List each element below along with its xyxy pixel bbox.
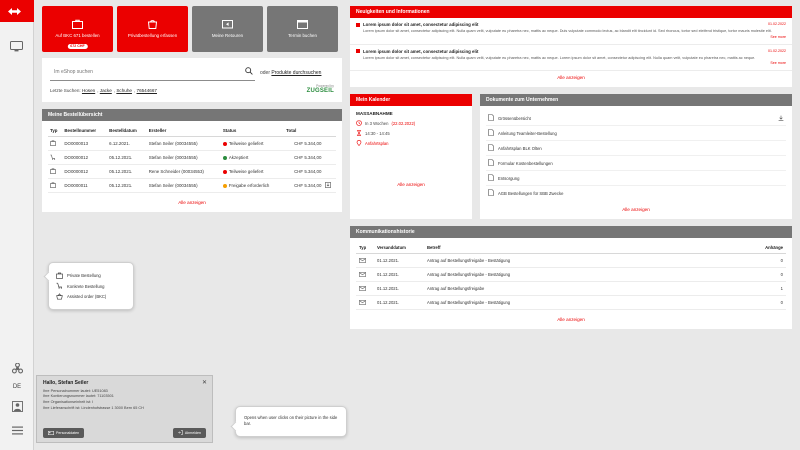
logout-button[interactable] — [173, 428, 206, 438]
document-label: AGB Bestellungen für SBB Zwecke — [498, 190, 564, 196]
col-status: Status — [221, 126, 284, 137]
user-detail-line: Ihre Personalnummer lautet: UE51083 — [43, 388, 108, 393]
mail-icon — [359, 287, 366, 292]
logout-label: Abmelden — [184, 431, 201, 435]
list-item[interactable] — [486, 126, 786, 141]
calendar-event-date: (22.02.2022) — [391, 121, 416, 127]
row-typ-icon — [48, 165, 62, 179]
news-show-all-link[interactable]: Alle anzeigen — [557, 75, 585, 81]
news-card-title: Neuigkeiten und Informationen — [350, 6, 792, 18]
calendar-show-all-link[interactable]: Alle anzeigen — [397, 182, 425, 188]
calendar-time: 14:30 - 14:45 — [365, 131, 390, 137]
sbb-logo-icon — [6, 6, 28, 17]
communication-table — [356, 243, 786, 310]
user-detail-line: Ihre Kontierungsnummer lautet: 71103501 — [43, 394, 114, 399]
col-bestellnummer: Bestellnummer — [62, 126, 107, 137]
legend-row — [56, 272, 126, 280]
col-bestelldatum: Bestelldatum — [107, 126, 147, 137]
col-ersteller: Ersteller — [147, 126, 221, 137]
orders-card-title: Meine Bestellübersicht — [42, 109, 342, 121]
document-label: Formular Kostenbestellungen — [498, 160, 553, 166]
calendar-event-title: MASSABNAHME — [356, 111, 393, 117]
row-datum: 01.12.2021. — [374, 254, 424, 268]
row-typ-icon — [356, 254, 374, 268]
news-headline-text: Lorem ipsum dolor sit amet, consectetur adipiscing elit — [363, 48, 479, 54]
document-label: Entsorgung — [498, 175, 520, 181]
tile-book-appointment[interactable] — [267, 6, 338, 52]
row-nummer: DO0000012 — [62, 165, 107, 179]
row-total: CHF 5.344,00 — [284, 165, 323, 179]
row-betreff: Antrag auf Bestellungsfreigabe - Bestätigung — [424, 268, 752, 282]
hint-text: Opens when user clicks on their picture in the side bar. — [244, 415, 338, 427]
calendar-time-row — [356, 130, 466, 137]
row-ersteller: Stefan Seiler (00034555) — [147, 137, 221, 151]
table-row[interactable] — [356, 268, 786, 282]
row-datum: 05.12.2021. — [107, 179, 147, 193]
list-item[interactable] — [486, 111, 786, 126]
row-anhaenge: 1 — [752, 282, 786, 296]
news-item[interactable] — [350, 45, 792, 72]
user-avatar-icon — [12, 401, 23, 412]
col-versanddatum: Versanddatum — [374, 243, 424, 254]
logout-icon — [178, 430, 183, 436]
download-icon — [325, 184, 331, 189]
tile-label: Termin buchen — [288, 33, 317, 39]
news-see-more-link[interactable]: See more — [770, 34, 786, 39]
sidebar-item-monitor[interactable] — [0, 34, 34, 58]
powered-by-label: Powered by — [316, 84, 334, 88]
list-item[interactable] — [486, 141, 786, 156]
news-card — [350, 6, 792, 87]
row-anhaenge: 0 — [752, 296, 786, 310]
news-headline — [356, 22, 786, 27]
row-typ-icon — [48, 151, 62, 165]
row-datum: 05.12.2021. — [107, 165, 147, 179]
status-dot — [223, 156, 227, 160]
search-bar[interactable] — [50, 65, 255, 81]
news-headline — [356, 49, 786, 54]
row-typ-icon — [48, 179, 62, 193]
document-icon — [488, 159, 494, 167]
last-search-item[interactable]: Schuhe — [116, 88, 132, 93]
row-nummer: DO0000012 — [62, 151, 107, 165]
bag-icon — [147, 19, 158, 31]
status-dot — [223, 184, 227, 188]
table-row[interactable] — [48, 151, 336, 165]
list-item[interactable] — [486, 156, 786, 171]
communication-show-all — [350, 313, 792, 329]
col-betreff: Betreff — [424, 243, 752, 254]
news-item[interactable] — [350, 18, 792, 45]
communication-show-all-link[interactable]: Alle anzeigen — [557, 317, 585, 323]
row-datum: 01.12.2021. — [374, 296, 424, 310]
news-see-more-link[interactable]: See more — [770, 61, 786, 66]
row-anhaenge: 0 — [752, 254, 786, 268]
briefcase-icon — [56, 272, 63, 280]
news-text — [356, 56, 786, 67]
news-bullet-icon — [356, 49, 360, 53]
row-betreff: Antrag auf Bestellungsfreigabe — [424, 282, 752, 296]
sidebar-item-menu[interactable] — [0, 418, 34, 442]
news-text — [356, 29, 786, 40]
communication-header-row — [356, 243, 786, 254]
sidebar-bottom-group — [0, 356, 34, 442]
menu-icon — [12, 426, 23, 435]
user-greeting: Hallo, Stefan Seiler — [43, 380, 89, 386]
hourglass-icon — [356, 130, 362, 137]
orders-card-body — [42, 121, 342, 196]
row-total: CHF 5.344,00 — [284, 151, 323, 165]
row-typ-icon — [356, 296, 374, 310]
sidebar-item-biohazard[interactable] — [0, 356, 34, 380]
calendar-body — [350, 106, 472, 178]
orders-show-all — [42, 196, 342, 212]
mail-icon — [359, 273, 366, 278]
table-row[interactable] — [356, 282, 786, 296]
download-icon[interactable] — [778, 115, 784, 122]
status-dot — [223, 142, 227, 146]
status-label: Teilweise geliefert — [228, 169, 264, 174]
table-row[interactable] — [48, 165, 336, 179]
row-action — [323, 151, 336, 165]
tile-label: Auf BKC 671 bestellen — [55, 33, 100, 39]
document-label: Grössenübersicht — [498, 115, 531, 121]
tile-my-returns[interactable] — [192, 6, 263, 52]
sidebar — [0, 0, 34, 450]
row-typ-icon — [356, 282, 374, 296]
document-label: Anleitung Teamleiter-Bestellung — [498, 130, 557, 136]
tile-label: Privatbestellung erfassen — [127, 33, 178, 39]
row-status — [221, 165, 284, 179]
table-row[interactable] — [48, 179, 336, 193]
search-icon[interactable] — [245, 67, 253, 77]
status-label: Akzeptiert — [228, 155, 249, 160]
news-bullet-icon — [356, 23, 360, 27]
row-typ-icon — [48, 137, 62, 151]
order-type-legend-popover — [48, 262, 134, 310]
row-action — [323, 165, 336, 179]
document-icon — [488, 114, 494, 122]
document-icon — [488, 129, 494, 137]
documents-show-all — [480, 203, 792, 219]
calendar-card-title: Mein Kalender — [350, 94, 472, 106]
news-body: Lorem ipsum dolor sit amet, consectetur adipiscing elit. Nulla quam velit, vulputate eu pharetra nec, mattis ac neque. Lorem ipsum dolor sit amet, consectetur adipiscing elit. Nulla quam velit, vulputate eu pharetra nec, mattis ac neque. — [363, 55, 756, 60]
status-label: Freigabe erforderlich — [228, 183, 270, 188]
sbb-logo[interactable] — [0, 0, 34, 22]
news-date: 01.02.2022 — [768, 22, 786, 26]
list-item[interactable] — [486, 171, 786, 186]
cart-icon — [56, 282, 63, 290]
row-nummer: DO0000011 — [62, 179, 107, 193]
biohazard-icon — [12, 363, 23, 374]
last-searches: Letzte Suchen: Hosen , Jacke , Schuhe , 76544667 — [50, 88, 157, 93]
search-row — [50, 65, 334, 81]
orders-header-row — [48, 126, 336, 137]
briefcase-icon — [50, 170, 56, 175]
communication-card-title: Kommunikationshistorie — [350, 226, 792, 238]
table-row[interactable] — [356, 254, 786, 268]
orders-card — [42, 109, 342, 212]
document-label: Anfahrtsplan BLK Olten — [498, 145, 542, 151]
browse-products-link[interactable]: Produkte durchsuchen — [271, 70, 322, 76]
row-betreff: Antrag auf Bestellungsfreigabe - Bestätigung — [424, 254, 752, 268]
last-search-item[interactable]: Jacke — [99, 88, 112, 93]
row-ersteller: Stefan Seiler (00034555) — [147, 179, 221, 193]
legend-label: Private Bestellung — [67, 273, 101, 278]
calendar-location-row — [356, 140, 466, 147]
communication-body — [350, 238, 792, 313]
document-icon — [488, 174, 494, 182]
row-datum: 05.12.2021. — [107, 151, 147, 165]
row-typ-icon — [356, 268, 374, 282]
orders-show-all-link[interactable]: Alle anzeigen — [178, 200, 206, 205]
col-typ: Typ — [356, 243, 374, 254]
row-status — [221, 179, 284, 193]
user-panel-actions — [43, 428, 206, 438]
return-box-icon — [222, 19, 233, 31]
legend-row — [56, 293, 126, 301]
row-action — [323, 137, 336, 151]
tile-badge: 672 CHF — [67, 44, 87, 49]
documents-card-title: Dokumente zum Unternehmen — [480, 94, 792, 106]
row-status — [221, 137, 284, 151]
row-status — [221, 151, 284, 165]
mail-icon — [359, 259, 366, 264]
calendar-card — [350, 94, 472, 219]
news-body: Lorem ipsum dolor sit amet, consectetur adipiscing elit. Nulla quam velit, vulputate eu pharetra nec, mattis ac neque. Duis vulputate commodo lectus, ac blandit elit tincidunt id. Sed rhoncus, tortor sed eleifend tristique, tortor mauris molestie elit. — [363, 29, 772, 33]
quick-action-tiles — [42, 6, 342, 52]
tile-label: Meine Retouren — [211, 33, 244, 39]
calendar-when-row — [356, 120, 466, 127]
user-detail-line: Ihre Lieferanschrift ist: Lindenhofstrasse 1 3000 Bern 65 CH — [43, 405, 144, 410]
briefcase-icon — [50, 184, 56, 189]
search-input[interactable] — [52, 68, 222, 76]
row-datum: 01.12.2021. — [374, 282, 424, 296]
status-dot — [223, 170, 227, 174]
status-label: Teilweise geliefert — [228, 141, 264, 146]
calendar-location-link[interactable]: Anfahrtsplan — [365, 141, 389, 147]
calendar-show-all — [350, 178, 472, 194]
row-anhaenge: 0 — [752, 268, 786, 282]
tile-private-order[interactable] — [117, 6, 188, 52]
row-total: CHF 5.344,00 — [284, 137, 323, 151]
zugseil-brand: ZUGSEIL — [306, 88, 334, 94]
row-nummer: DO0000013 — [62, 137, 107, 151]
clock-icon — [356, 120, 362, 127]
sidebar-item-language[interactable]: DE — [12, 384, 22, 390]
cart-icon — [50, 156, 56, 161]
news-date: 01.02.2022 — [768, 48, 786, 53]
briefcase-icon — [72, 19, 83, 31]
cal-docs-row — [350, 94, 792, 226]
last-search-item[interactable]: 76544667 — [136, 88, 157, 93]
legend-label: Assisted order (BKC) — [67, 294, 107, 299]
legend-label: Konkrete Bestellung — [67, 283, 105, 289]
row-action-download[interactable] — [323, 179, 336, 193]
col-action — [323, 126, 336, 137]
sidebar-item-user-avatar[interactable] — [0, 394, 34, 418]
search-block — [42, 58, 342, 102]
documents-body — [480, 106, 792, 203]
document-icon — [488, 144, 494, 152]
mail-icon — [359, 301, 366, 306]
col-anhaenge: Anhänge — [752, 243, 786, 254]
pin-icon — [356, 140, 362, 147]
table-row[interactable] — [356, 296, 786, 310]
personal-data-button[interactable] — [43, 428, 84, 438]
search-or-text — [260, 70, 321, 76]
calendar-in-days: In 3 Wochen — [365, 121, 389, 127]
documents-card — [480, 94, 792, 219]
hint-popover — [235, 406, 347, 437]
news-show-all — [350, 71, 792, 87]
last-searches-label: Letzte Suchen: — [50, 88, 81, 93]
personal-data-label: Personaldaten — [56, 431, 80, 435]
legend-row — [56, 282, 126, 290]
news-headline-text: Lorem ipsum dolor sit amet, consectetur adipiscing elit — [363, 22, 479, 27]
basket-icon — [56, 293, 63, 301]
table-row[interactable] — [48, 137, 336, 151]
user-card-icon — [48, 431, 54, 436]
row-total: CHF 5.344,00 — [284, 179, 323, 193]
right-column — [350, 6, 792, 450]
calendar-icon — [297, 19, 308, 31]
col-total: Total — [284, 126, 323, 137]
row-datum: 6.12.2021. — [107, 137, 147, 151]
orders-table — [48, 126, 336, 193]
close-icon[interactable]: ✕ — [201, 380, 207, 386]
or-label: oder — [260, 70, 271, 76]
documents-show-all-link[interactable]: Alle anzeigen — [622, 207, 650, 213]
row-betreff: Antrag auf Bestellungsfreigabe - Bestätigung — [424, 296, 752, 310]
monitor-icon — [10, 41, 23, 52]
tile-bkc-order[interactable] — [42, 6, 113, 52]
col-typ: Typ — [48, 126, 62, 137]
last-search-item[interactable]: Hosen — [81, 88, 96, 93]
row-ersteller: Rene Schneider (00034553) — [147, 165, 221, 179]
communication-card — [350, 226, 792, 329]
user-info-panel — [36, 375, 213, 443]
list-item[interactable] — [486, 186, 786, 200]
row-ersteller: Stefan Seiler (00034555) — [147, 151, 221, 165]
briefcase-icon — [50, 142, 56, 147]
row-datum: 01.12.2021. — [374, 268, 424, 282]
document-icon — [488, 189, 494, 197]
user-detail-line: Ihre Organisationseinheit ist: I — [43, 399, 94, 404]
